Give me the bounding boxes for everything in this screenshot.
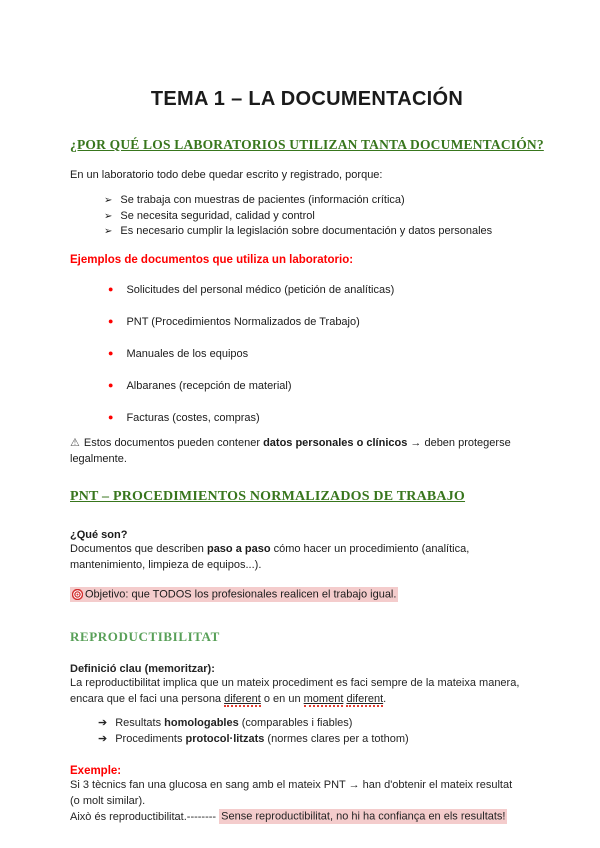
data-protection-warning	[70, 435, 544, 467]
warning-text-post: → deben protegerse legalmente.	[70, 436, 511, 465]
list-item-text: Procediments	[115, 732, 186, 745]
answer-text-post: cómo hacer un procedimiento (analítica, mantenimiento, limpieza de equipos...).	[70, 542, 470, 571]
definition-end: .	[383, 692, 387, 705]
list-item-text: Se necesita seguridad, calidad y control	[120, 209, 315, 222]
why-section-heading: ¿POR QUÉ LOS LABORATORIOS UTILIZAN TANTA DOCUMENTACIÓN?	[70, 137, 544, 152]
target-icon	[72, 589, 83, 600]
answer-text: Documentos que describen	[70, 542, 207, 555]
list-item	[108, 410, 544, 425]
list-item-text: PNT (Procedimientos Normalizados de Trabajo)	[126, 315, 360, 328]
arrow-bullet-icon: ➔	[98, 716, 108, 729]
example-label: Exemple:	[70, 764, 122, 777]
arrowhead-bullet-icon: ➢	[104, 226, 113, 237]
objective-line	[70, 587, 544, 603]
example-text	[70, 777, 544, 825]
dot-bullet-icon: ●	[108, 411, 114, 422]
repro-consequences-list	[70, 715, 544, 747]
warning-bold-text: datos personales o clínicos	[263, 436, 408, 449]
list-item-bold: protocol·litzats	[185, 732, 265, 745]
definition-mid-text: o en un	[260, 692, 304, 705]
arrow-bullet-icon: ➔	[98, 732, 108, 745]
list-item-text: Solicitudes del personal médico (petición de analíticas)	[126, 283, 395, 296]
examples-document-list	[70, 282, 544, 425]
dot-bullet-icon: ●	[108, 315, 114, 326]
example-line3: Això és reproductibilitat.--------	[70, 810, 220, 823]
list-item-bold: homologables	[164, 716, 239, 729]
list-item-text: Manuales de los equipos	[126, 347, 249, 360]
list-item	[108, 314, 544, 329]
misspelled-word: diferent	[224, 692, 261, 705]
list-item-text: Se trabaja con muestras de pacientes (información crítica)	[120, 194, 405, 206]
list-item-text: Es necesario cumplir la legislación sobre documentación y datos personales	[120, 225, 493, 237]
pnt-question-label: ¿Qué son?	[70, 528, 128, 541]
list-item	[108, 378, 544, 393]
objective-highlight	[70, 587, 398, 602]
why-intro-text: En un laboratorio todo debe quedar escrito y registrado, porque:	[70, 169, 383, 181]
list-item-text: Resultats	[115, 716, 165, 729]
why-bullet-list	[70, 193, 544, 240]
list-item	[104, 209, 544, 225]
list-item	[104, 193, 544, 209]
misspelled-word: moment	[303, 692, 344, 705]
misspelled-word: diferent	[346, 692, 384, 705]
arrowhead-bullet-icon: ➢	[104, 210, 113, 222]
dot-bullet-icon: ●	[108, 347, 114, 358]
pnt-answer-text	[70, 541, 544, 573]
conclusion-highlight: Sense reproductibilitat, no hi ha confiança en els resultats!	[221, 810, 506, 823]
example-line1: Si 3 tècnics fan una glucosa en sang amb el mateix PNT → han d'obtenir el mateix resultat	[70, 778, 513, 791]
arrowhead-bullet-icon: ➢	[104, 195, 113, 206]
warning-triangle-icon: ⚠	[70, 436, 80, 449]
warning-text: Estos documentos pueden contener	[83, 436, 264, 449]
objective-text: Objetivo: que TODOS los profesionales realicen el trabajo igual.	[85, 588, 397, 601]
examples-section-heading: Ejemplos de documentos que utiliza un laboratorio:	[70, 253, 354, 266]
answer-bold-text: paso a paso	[206, 542, 271, 555]
list-item-text: Albaranes (recepción de material)	[126, 379, 292, 392]
reproducibility-section	[70, 629, 544, 825]
list-item	[104, 224, 544, 240]
list-item	[108, 282, 544, 297]
list-item	[98, 715, 544, 731]
page-title: TEMA 1 – LA DOCUMENTACIÓN	[150, 88, 464, 110]
dot-bullet-icon: ●	[108, 379, 114, 390]
list-item-text-post: (comparables i fiables)	[238, 716, 353, 729]
repro-section-heading: REPRODUCTIBILITAT	[70, 628, 220, 644]
list-item	[108, 346, 544, 361]
definition-text	[70, 675, 544, 707]
definition-label: Definició clau (memoritzar):	[70, 662, 215, 675]
dot-bullet-icon: ●	[108, 283, 114, 294]
pnt-section-heading: PNT – PROCEDIMIENTOS NORMALIZADOS DE TRABAJO	[70, 488, 466, 504]
list-item-text: Facturas (costes, compras)	[126, 411, 260, 424]
list-item	[98, 731, 544, 747]
example-line2: (o molt similar).	[70, 794, 146, 807]
definition-line1: La reproductibilitat implica que un mateix procediment es faci sempre de la mateixa manera,	[70, 676, 520, 689]
list-item-text-post: (normes clares per a tothom)	[264, 732, 409, 745]
definition-line2: encara que el faci una persona	[70, 692, 225, 705]
